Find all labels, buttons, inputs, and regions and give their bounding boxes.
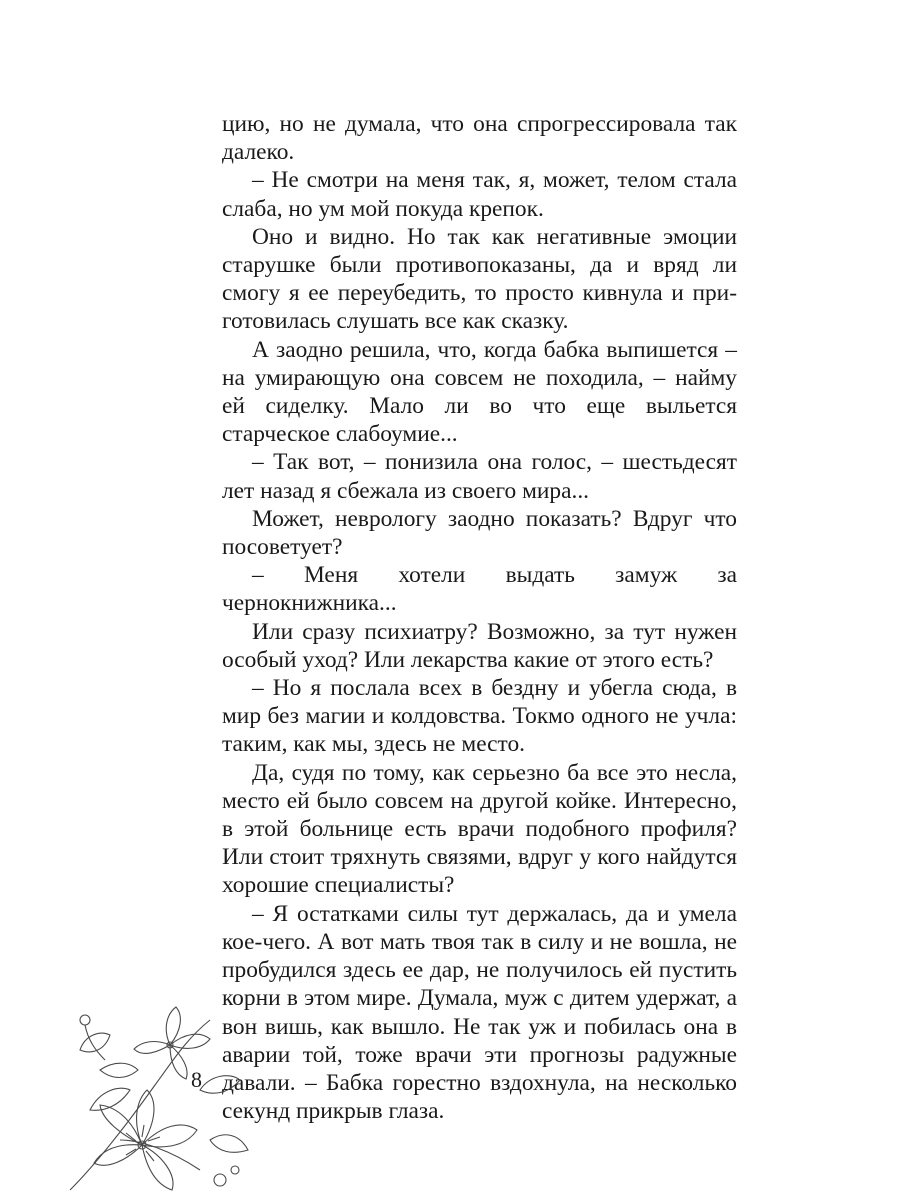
floral-ornament-icon <box>60 990 260 1200</box>
paragraph: Оно и видно. Но так как негативные эмоции старушке были противопоказаны, да и вряд ли смогу я ее переубедить, то просто кивнула и приготовилась слушать все как сказку. <box>222 223 737 335</box>
paragraph: А заодно решила, что, когда бабка выпишется – на умирающую она совсем не походила, – найму ей сиделку. Мало ли во что еще выльется старческое слабоумие... <box>222 336 737 448</box>
paragraph: Может, неврологу заодно показать? Вдруг что посоветует? <box>222 505 737 561</box>
paragraph: – Я остатками силы тут держалась, да и умела кое-чего. А вот мать твоя так в силу и не вошла, не пробудился здесь ее дар, не получилось ей пустить корни в этом мире. Думала, муж с дитем удержат, а вон вишь, как вышло. Не так уж и побилась она в аварии той, тоже врачи эти прогнозы радужные давали. – Бабка горестно вздохнула, на несколько секунд прикрыв глаза. <box>222 900 737 1125</box>
paragraph: Да, судя по тому, как серьезно ба все это несла, место ей было совсем на другой койке. Интересно, в этой больнице есть врачи подобного профиля? Или стоит тряхнуть связями, вдруг у кого найдутся хорошие специалисты? <box>222 759 737 899</box>
paragraph: – Но я послала всех в бездну и убегла сюда, в мир без магии и колдовства. Токмо одного не учла: таким, как мы, здесь не место. <box>222 675 737 758</box>
paragraph: Или сразу психиатру? Возможно, за тут нужен особый уход? Или лекарства какие от этого есть? <box>222 618 737 673</box>
paragraph: – Не смотри на меня так, я, может, телом стала слаба, но ум мой покуда крепок. <box>222 167 737 222</box>
paragraph: – Так вот, – понизила она голос, – шестьдесят лет назад я сбежала из своего мира... <box>222 449 737 504</box>
page-text <box>222 110 737 1125</box>
paragraph: – Меня хотели выдать замуж за чернокнижника... <box>222 562 737 617</box>
page-number: 8 <box>191 1067 202 1092</box>
paragraph: цию, но не думала, что она спрогрессировала так далеко. <box>222 111 737 166</box>
